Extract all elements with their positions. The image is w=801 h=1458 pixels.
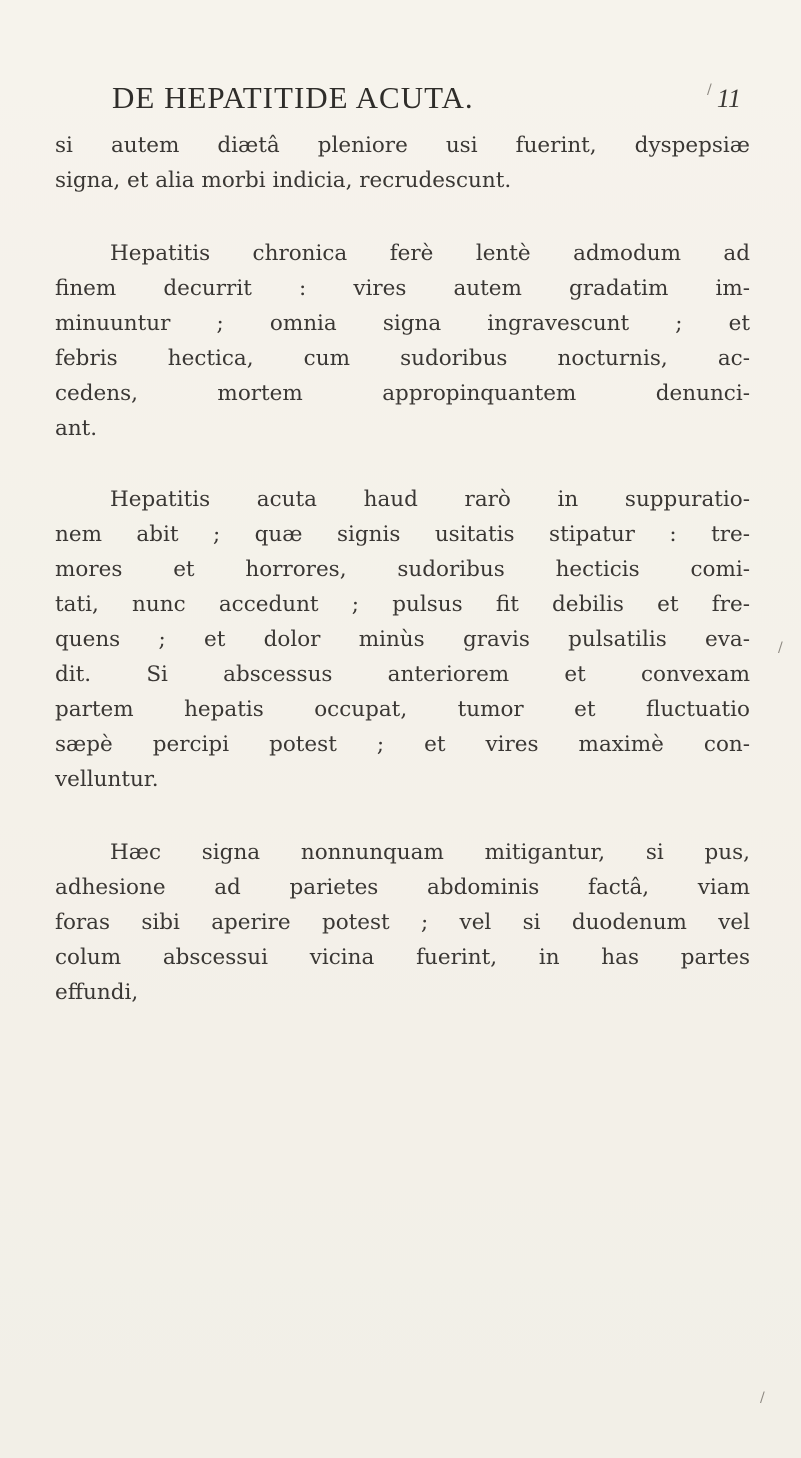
text-line: partem hepatis occupat, tumor et fluctuatio: [55, 697, 750, 722]
text-line: mores et horrores, sudoribus hecticis comi-: [55, 557, 750, 582]
text-line: Hepatitis acuta haud rarò in suppuratio-: [110, 487, 750, 512]
catchword: effundi,: [55, 980, 139, 1005]
paragraph-4: [55, 835, 750, 975]
page-number: 11: [716, 84, 741, 113]
text-line: febris hectica, cum sudoribus nocturnis, ac-: [55, 346, 750, 371]
text-line: colum abscessui vicina fuerint, in has partes: [55, 945, 750, 970]
paper-speck: /: [778, 640, 783, 656]
text-line: velluntur.: [55, 767, 159, 792]
text-line: tati, nunc accedunt ; pulsus fit debilis et fre-: [55, 592, 750, 617]
paper-speck: /: [707, 82, 712, 98]
paragraph-3: [55, 482, 750, 797]
text-line: finem decurrit : vires autem gradatim im-: [55, 276, 750, 301]
running-title: DE HEPATITIDE ACUTA.: [112, 80, 474, 115]
paragraph-1: [55, 128, 750, 198]
text-line: Hepatitis chronica ferè lentè admodum ad: [110, 241, 750, 266]
text-line: signa, et alia morbi indicia, recrudescunt.: [55, 168, 512, 193]
text-line: dit. Si abscessus anteriorem et convexam: [55, 662, 750, 687]
paper-speck: /: [760, 1390, 765, 1406]
text-line: quens ; et dolor minùs gravis pulsatilis eva-: [55, 627, 750, 652]
text-line: nem abit ; quæ signis usitatis stipatur : tre-: [55, 522, 750, 547]
text-line: sæpè percipi potest ; et vires maximè con-: [55, 732, 750, 757]
text-line: adhesione ad parietes abdominis factâ, viam: [55, 875, 750, 900]
body-text: [55, 128, 750, 1010]
text-line: foras sibi aperire potest ; vel si duodenum vel: [55, 910, 750, 935]
text-line: si autem diætâ pleniore usi fuerint, dyspepsiæ: [55, 133, 750, 158]
text-line: minuuntur ; omnia signa ingravescunt ; et: [55, 311, 750, 336]
catchword-row: [55, 975, 750, 1010]
text-line: Hæc signa nonnunquam mitigantur, si pus,: [110, 840, 750, 865]
page-header: [112, 80, 741, 124]
text-line: cedens, mortem appropinquantem denunci-: [55, 381, 750, 406]
paragraph-2: [55, 236, 750, 446]
text-line: ant.: [55, 416, 98, 441]
